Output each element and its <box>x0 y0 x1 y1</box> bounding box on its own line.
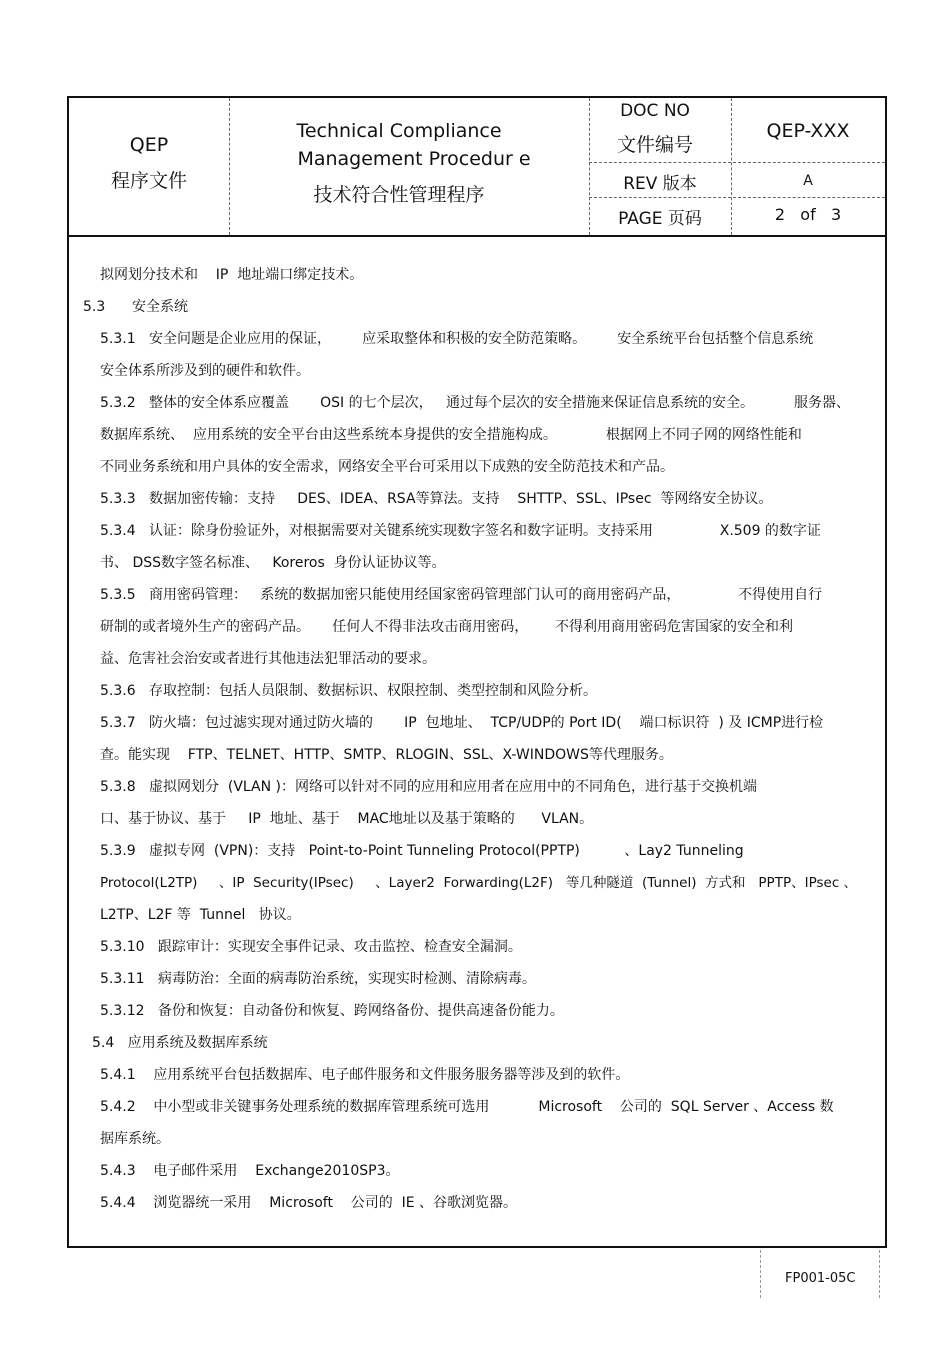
body-text-line: 5.4.3 电子邮件采用 Exchange2010SP3。 <box>100 1163 400 1179</box>
body-text-line: 研制的或者境外生产的密码产品。 任何人不得非法攻击商用密码， 不得利用商用密码危害国家的安全和利 <box>100 619 793 635</box>
title-en-line1: Technical Compliance <box>296 120 502 142</box>
body-text-line: 拟网划分技术和 IP 地址端口绑定技术。 <box>100 267 364 283</box>
body-text-line: 5.3.9 虚拟专网 (VPN)：支持 Point-to-Point Tunneling Protocol(PPTP) 、Lay2 Tunneling <box>100 843 744 859</box>
body-text-line: 益、危害社会治安或者进行其他违法犯罪活动的要求。 <box>100 651 436 667</box>
body-text-line: 5.4.2 中小型或非关键事务处理系统的数据库管理系统可选用 Microsoft 公司的 SQL Server 、Access 数 <box>100 1099 834 1115</box>
doc-no-value: QEP-XXX <box>766 120 850 142</box>
body-text-line: 5.3.7 防火墙：包过滤实现对通过防火墙的 IP 包地址、 TCP/UDP的 Port ID( 端口标识符 ) 及 ICMP进行检 <box>100 715 824 731</box>
body-text-line: 5.3 安全系统 <box>83 299 188 315</box>
body-text-line: 5.3.5 商用密码管理： 系统的数据加密只能使用经国家密码管理部门认可的商用密码产品， 不得使用自行 <box>100 587 823 603</box>
body-text-line: Protocol(L2TP) 、IP Security(IPsec) 、Layer2 Forwarding(L2F) 等几种隧道 (Tunnel) 方式和 PPTP、IPsec 、 <box>100 875 858 891</box>
body-text-line: 不同业务系统和用户具体的安全需求，网络安全平台可采用以下成熟的安全防范技术和产品。 <box>100 459 674 475</box>
body-text-line: 5.4.4 浏览器统一采用 Microsoft 公司的 IE 、谷歌浏览器。 <box>100 1195 518 1211</box>
body-text-line: 5.3.4 认证：除身份验证外，对根据需要对关键系统实现数字签名和数字证明。支持采用 X.509 的数字证 <box>100 523 821 539</box>
title-en-line2: Management Procedur e <box>297 148 531 170</box>
body-text-line: 安全体系所涉及到的硬件和软件。 <box>100 363 310 379</box>
page-value: 2 of 3 <box>774 205 842 224</box>
form-code: FP001-05C <box>785 1271 856 1286</box>
body-text-line: 5.4 应用系统及数据库系统 <box>92 1035 268 1051</box>
title-zh: 技术符合性管理程序 <box>313 184 485 206</box>
body-text-line: L2TP、L2F 等 Tunnel 协议。 <box>100 907 301 923</box>
page-label: PAGE 页码 <box>618 209 702 229</box>
body-text-line: 5.3.12 备份和恢复：自动备份和恢复、跨网络备份、提供高速备份能力。 <box>100 1003 564 1019</box>
doc-no-label-en: DOC NO <box>620 101 690 121</box>
body-text-line: 口、基于协议、基于 IP 地址、基于 MAC地址以及基于策略的 VLAN。 <box>100 811 594 827</box>
body-text-line: 5.3.2 整体的安全体系应覆盖 OSI 的七个层次， 通过每个层次的安全措施来保证信息系统的安全。 服务器、 <box>100 395 851 411</box>
org-doc-type: 程序文件 <box>110 170 187 192</box>
org-code: QEP <box>129 134 169 156</box>
body-text-line: 数据库系统、 应用系统的安全平台由这些系统本身提供的安全措施构成。 根据网上不同子网的网络性能和 <box>100 427 802 443</box>
body-text-line: 5.3.11 病毒防治：全面的病毒防治系统，实现实时检测、清除病毒。 <box>100 971 536 987</box>
doc-no-label-zh: 文件编号 <box>616 134 693 156</box>
body-text-line: 5.4.1 应用系统平台包括数据库、电子邮件服务和文件服务服务器等涉及到的软件。 <box>100 1067 630 1083</box>
rev-value: A <box>803 173 813 189</box>
body-text-line: 书、 DSS数字签名标准、 Koreros 身份认证协议等。 <box>100 555 446 571</box>
body-text-line: 5.3.3 数据加密传输：支持 DES、IDEA、RSA等算法。支持 SHTTP、SSL、IPsec 等网络安全协议。 <box>100 491 773 507</box>
header-row-divider <box>589 197 885 198</box>
header-row-divider <box>589 162 885 163</box>
body-text-line: 5.3.1 安全问题是企业应用的保证， 应采取整体和积极的安全防范策略。 安全系统平台包括整个信息系统 <box>100 331 814 347</box>
body-text-line: 查。能实现 FTP、TELNET、HTTP、SMTP、RLOGIN、SSL、X-WINDOWS等代理服务。 <box>100 747 673 763</box>
body-text-line: 5.3.10 跟踪审计：实现安全事件记录、攻击监控、检查安全漏洞。 <box>100 939 522 955</box>
rev-label: REV 版本 <box>623 174 697 194</box>
document-header <box>69 98 885 237</box>
body-text-line: 据库系统。 <box>100 1131 170 1147</box>
body-text-line: 5.3.6 存取控制：包括人员限制、数据标识、权限控制、类型控制和风险分析。 <box>100 683 597 699</box>
body-text-line: 5.3.8 虚拟网划分 (VLAN )：网络可以针对不同的应用和应用者在应用中的不同角色，进行基于交换机端 <box>100 779 757 795</box>
